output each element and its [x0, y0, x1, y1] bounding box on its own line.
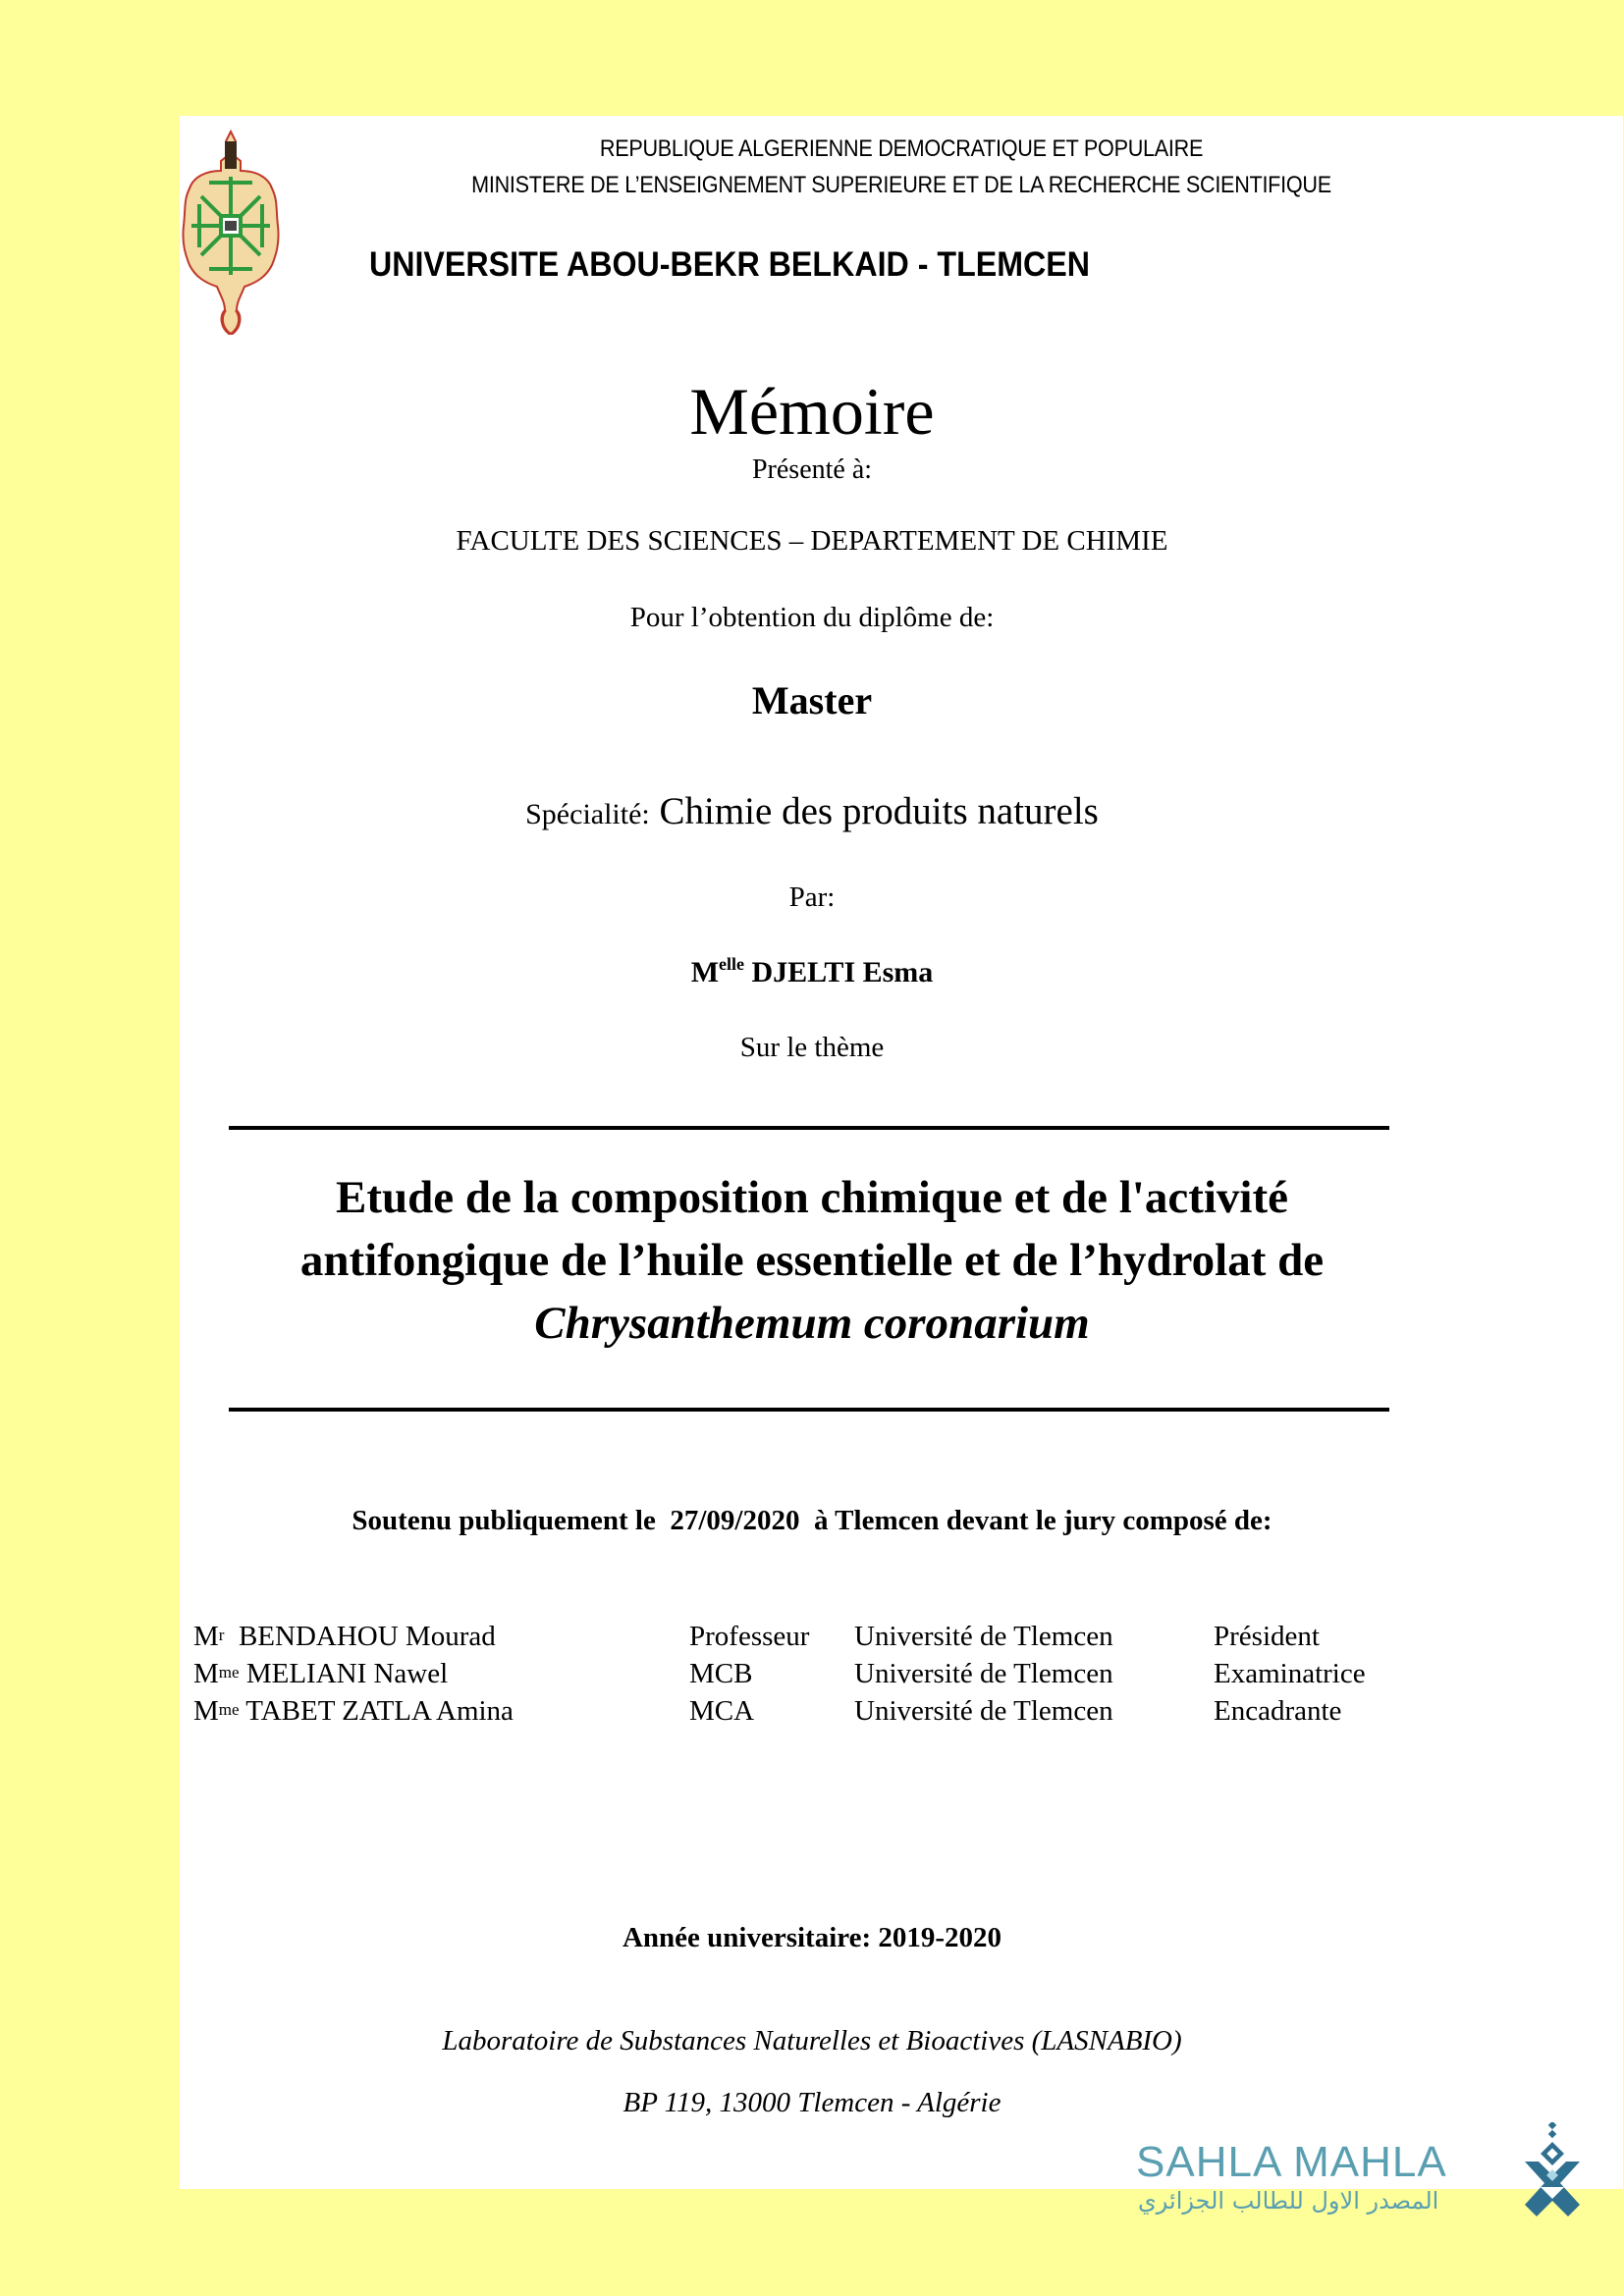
academic-year: Année universitaire: 2019-2020	[622, 1922, 1002, 1953]
sahla-mahla-watermark	[1136, 2138, 1588, 2226]
cover-page	[180, 116, 1623, 2189]
watermark-tagline: المصدر الاول للطالب الجزائري	[1138, 2187, 1439, 2215]
thesis-title: Etude de la composition chimique et de l'activité antifongique de l’huile essentielle et de l’hydrolat de Chrysanthemum coronarium	[0, 1166, 1624, 1355]
specialty-label: Spécialité:	[525, 798, 650, 830]
jury-member-institution: Université de Tlemcen	[854, 1621, 1113, 1652]
presented-to: Présenté à:	[751, 454, 873, 485]
laboratory: Laboratoire de Substances Naturelles et Bioactives (LASNABIO)	[442, 2025, 1182, 2056]
degree-intro: Pour l’obtention du diplôme de:	[629, 602, 995, 633]
jury-member-grade: Professeur	[689, 1621, 810, 1652]
by-label: Par:	[788, 881, 836, 913]
sahla-mahla-logo-icon	[1519, 2122, 1588, 2225]
jury-member-role: Examinatrice	[1214, 1658, 1366, 1689]
faculty-department: FACULTE DES SCIENCES – DEPARTEMENT DE CHIMIE	[456, 525, 1168, 557]
author-name: DJELTI Esma	[744, 956, 934, 988]
document-type: Mémoire	[689, 374, 935, 449]
watermark-brand: SAHLA MAHLA	[1136, 2138, 1447, 2186]
specialty	[0, 789, 1624, 833]
defense-statement: Soutenu publiquement le 27/09/2020 à Tlemcen devant le jury composé de:	[352, 1505, 1272, 1536]
republic-heading: REPUBLIQUE ALGERIENNE DEMOCRATIQUE ET POPULAIRE	[599, 135, 1204, 162]
jury-member-institution: Université de Tlemcen	[854, 1658, 1113, 1689]
specialty-value: Chimie des produits naturels	[649, 790, 1099, 832]
university-name: UNIVERSITE ABOU-BEKR BELKAID - TLEMCEN	[368, 245, 1091, 284]
species-name: Chrysanthemum coronarium	[534, 1298, 1090, 1349]
jury-member-role: Président	[1214, 1621, 1320, 1652]
jury-member-role: Encadrante	[1214, 1695, 1342, 1727]
jury-member-institution: Université de Tlemcen	[854, 1695, 1113, 1727]
title-rule-top	[229, 1126, 1389, 1130]
jury-member-name: $M^r$ BENDAHOU Mourad	[193, 1621, 496, 1652]
ministry-heading: MINISTERE DE L’ENSEIGNEMENT SUPERIEURE ET DE LA RECHERCHE SCIENTIFIQUE	[471, 172, 1331, 198]
jury-member-grade: MCB	[689, 1658, 753, 1689]
defense-date: 27/09/2020	[670, 1505, 800, 1536]
jury-member-name: $M^{me}$ MELIANI Nawel	[193, 1658, 449, 1689]
address: BP 119, 13000 Tlemcen - Algérie	[623, 2087, 1001, 2118]
jury-member-grade: MCA	[689, 1695, 755, 1727]
degree-name: Master	[751, 678, 873, 722]
jury-member-name: $M^{me}$ TABET ZATLA Amina	[193, 1695, 514, 1727]
title-rule-bottom	[229, 1408, 1389, 1412]
author: $M^{elle}$ DJELTI Esma	[690, 954, 934, 988]
theme-label: Sur le thème	[739, 1032, 885, 1063]
